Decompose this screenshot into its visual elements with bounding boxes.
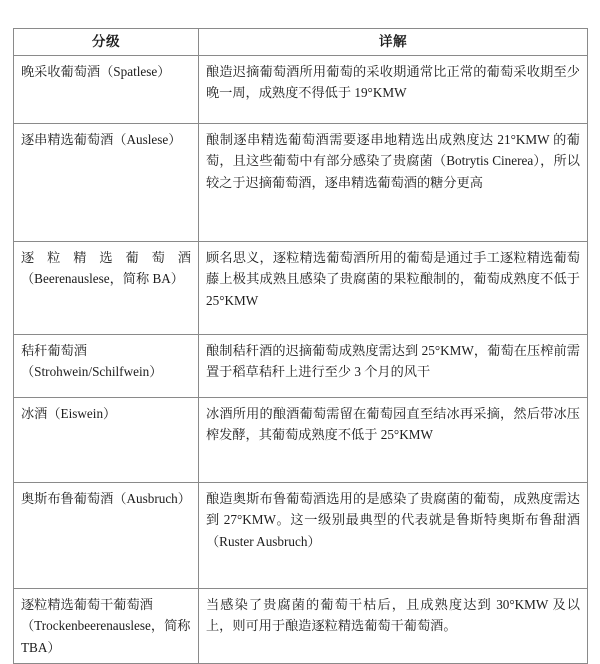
- cell-grade: 秸秆葡萄酒（Strohwein/Schilfwein）: [14, 335, 199, 398]
- cell-detail: 酿造奥斯布鲁葡萄酒选用的是感染了贵腐菌的葡萄，成熟度需达到 27°KMW。这一级别最典型的代表就是鲁斯特奥斯布鲁甜酒（Ruster Ausbruch）: [199, 483, 588, 589]
- table-row: [14, 398, 588, 483]
- table-row: [14, 589, 588, 664]
- table-row: [14, 56, 588, 124]
- cell-grade: 冰酒（Eiswein）: [14, 398, 199, 483]
- table-body: [14, 56, 588, 664]
- cell-detail: 酿造迟摘葡萄酒所用葡萄的采收期通常比正常的葡萄采收期至少晚一周，成熟度不得低于 19°KMW: [199, 56, 588, 124]
- cell-grade: 逐粒精选葡萄干葡萄酒（Trockenbeerenauslese，简称 TBA）: [14, 589, 199, 664]
- column-header-grade: 分级: [14, 29, 199, 56]
- austrian-wine-grade-table: [13, 28, 588, 664]
- cell-grade: 奥斯布鲁葡萄酒（Ausbruch）: [14, 483, 199, 589]
- table-header: [14, 29, 588, 56]
- table-row: [14, 124, 588, 242]
- cell-detail: 顾名思义，逐粒精选葡萄酒所用的葡萄是通过手工逐粒精选葡萄藤上极其成熟且感染了贵腐菌的果粒酿制的，葡萄成熟度不低于 25°KMW: [199, 242, 588, 335]
- table-row: [14, 242, 588, 335]
- grade-table-container: [13, 28, 587, 664]
- cell-grade: 逐串精选葡萄酒（Auslese）: [14, 124, 199, 242]
- table-row: [14, 335, 588, 398]
- cell-grade: 逐粒精选葡萄酒（Beerenauslese，简称 BA）: [14, 242, 199, 335]
- cell-detail: 酿制秸秆酒的迟摘葡萄成熟度需达到 25°KMW，葡萄在压榨前需置于稻草秸秆上进行至少 3 个月的风干: [199, 335, 588, 398]
- column-header-detail: 详解: [199, 29, 588, 56]
- cell-detail: 酿制逐串精选葡萄酒需要逐串地精选出成熟度达 21°KMW 的葡萄，且这些葡萄中有部分感染了贵腐菌（Botrytis Cinerea），所以较之于迟摘葡萄酒，逐串精选葡萄酒的糖分更高: [199, 124, 588, 242]
- cell-detail: 当感染了贵腐菌的葡萄干枯后，且成熟度达到 30°KMW 及以上，则可用于酿造逐粒精选葡萄干葡萄酒。: [199, 589, 588, 664]
- cell-detail: 冰酒所用的酿酒葡萄需留在葡萄园直至结冰再采摘，然后带冰压榨发酵，其葡萄成熟度不低于 25°KMW: [199, 398, 588, 483]
- table-row: [14, 483, 588, 589]
- cell-grade: 晚采收葡萄酒（Spatlese）: [14, 56, 199, 124]
- table-header-row: [14, 29, 588, 56]
